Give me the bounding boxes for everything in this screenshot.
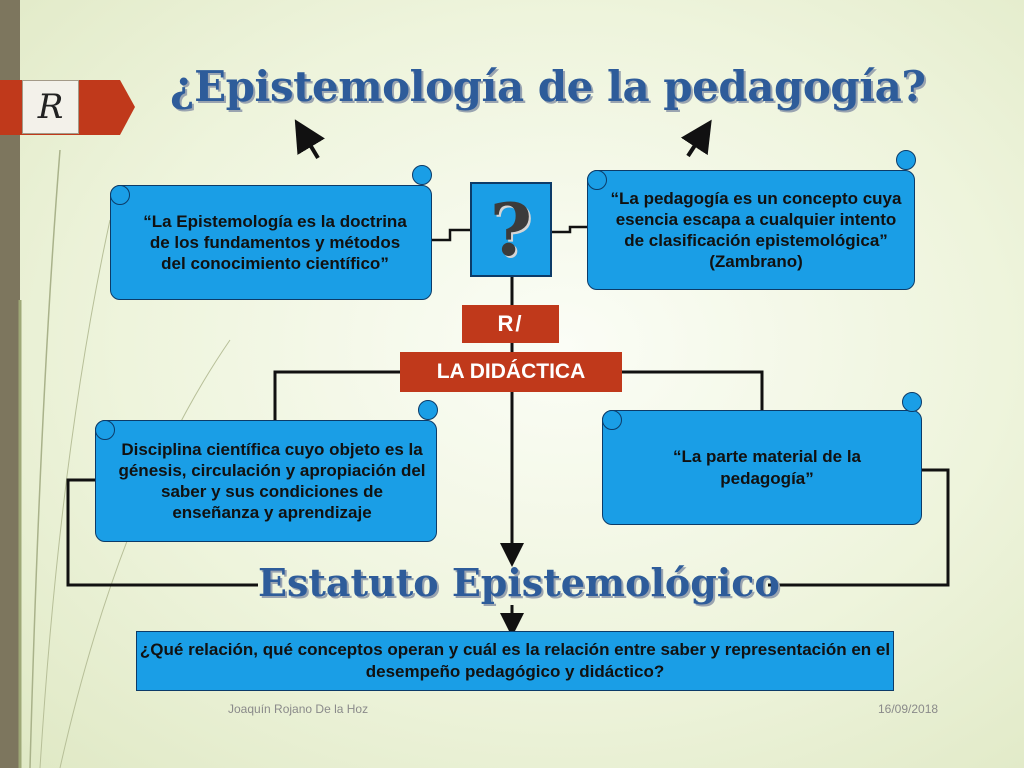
definition-pedagogia-box — [587, 170, 915, 290]
footer-date: 16/09/2018 — [878, 702, 939, 716]
page-title: ¿Epistemología de la pedagogía? — [170, 62, 926, 111]
question-mark-box — [470, 182, 552, 277]
parte-material-text: “La parte material de la pedagogía” — [672, 447, 862, 488]
definition-epistemologia-text: “La Epistemología es la doctrina de los fundamentos y métodos del conocimiento científico” — [143, 211, 407, 274]
scroll-curl — [412, 165, 432, 185]
scroll-curl — [418, 400, 438, 420]
scroll-curl — [110, 185, 130, 205]
scroll-curl — [896, 150, 916, 170]
scroll-curl — [587, 170, 607, 190]
didactica-label: LA DIDÁCTICA — [436, 360, 586, 383]
didactica-definition-box — [95, 420, 437, 542]
didactica-definition-text: Disciplina científica cuyo objeto es la génesis, circulación y apropiación del saber y sus condiciones de enseñanza y aprendizaje — [118, 439, 426, 523]
relation-question-text: ¿Qué relación, qué conceptos operan y cuál es la relación entre saber y representación en el desempeño pedagógico y didáctico? — [139, 639, 891, 681]
scroll-curl — [95, 420, 115, 440]
scroll-curl — [602, 410, 622, 430]
definition-pedagogia-text: “La pedagogía es un concepto cuya esencia escapa a cualquier intento de clasificación epistemológica” (Zambrano) — [610, 188, 902, 272]
parte-material-box — [602, 410, 922, 525]
answer-label: R/ — [497, 311, 524, 336]
logo-glyph: R — [37, 87, 64, 127]
definition-epistemologia-box — [110, 185, 432, 300]
question-mark: ? — [489, 187, 533, 272]
answer-label-box — [462, 305, 559, 343]
relation-question-box — [136, 631, 894, 691]
estatuto-heading: Estatuto Epistemológico — [258, 560, 780, 605]
didactica-box — [400, 352, 622, 392]
scroll-curl — [902, 392, 922, 412]
footer-author: Joaquín Rojano De la Hoz — [228, 702, 369, 716]
